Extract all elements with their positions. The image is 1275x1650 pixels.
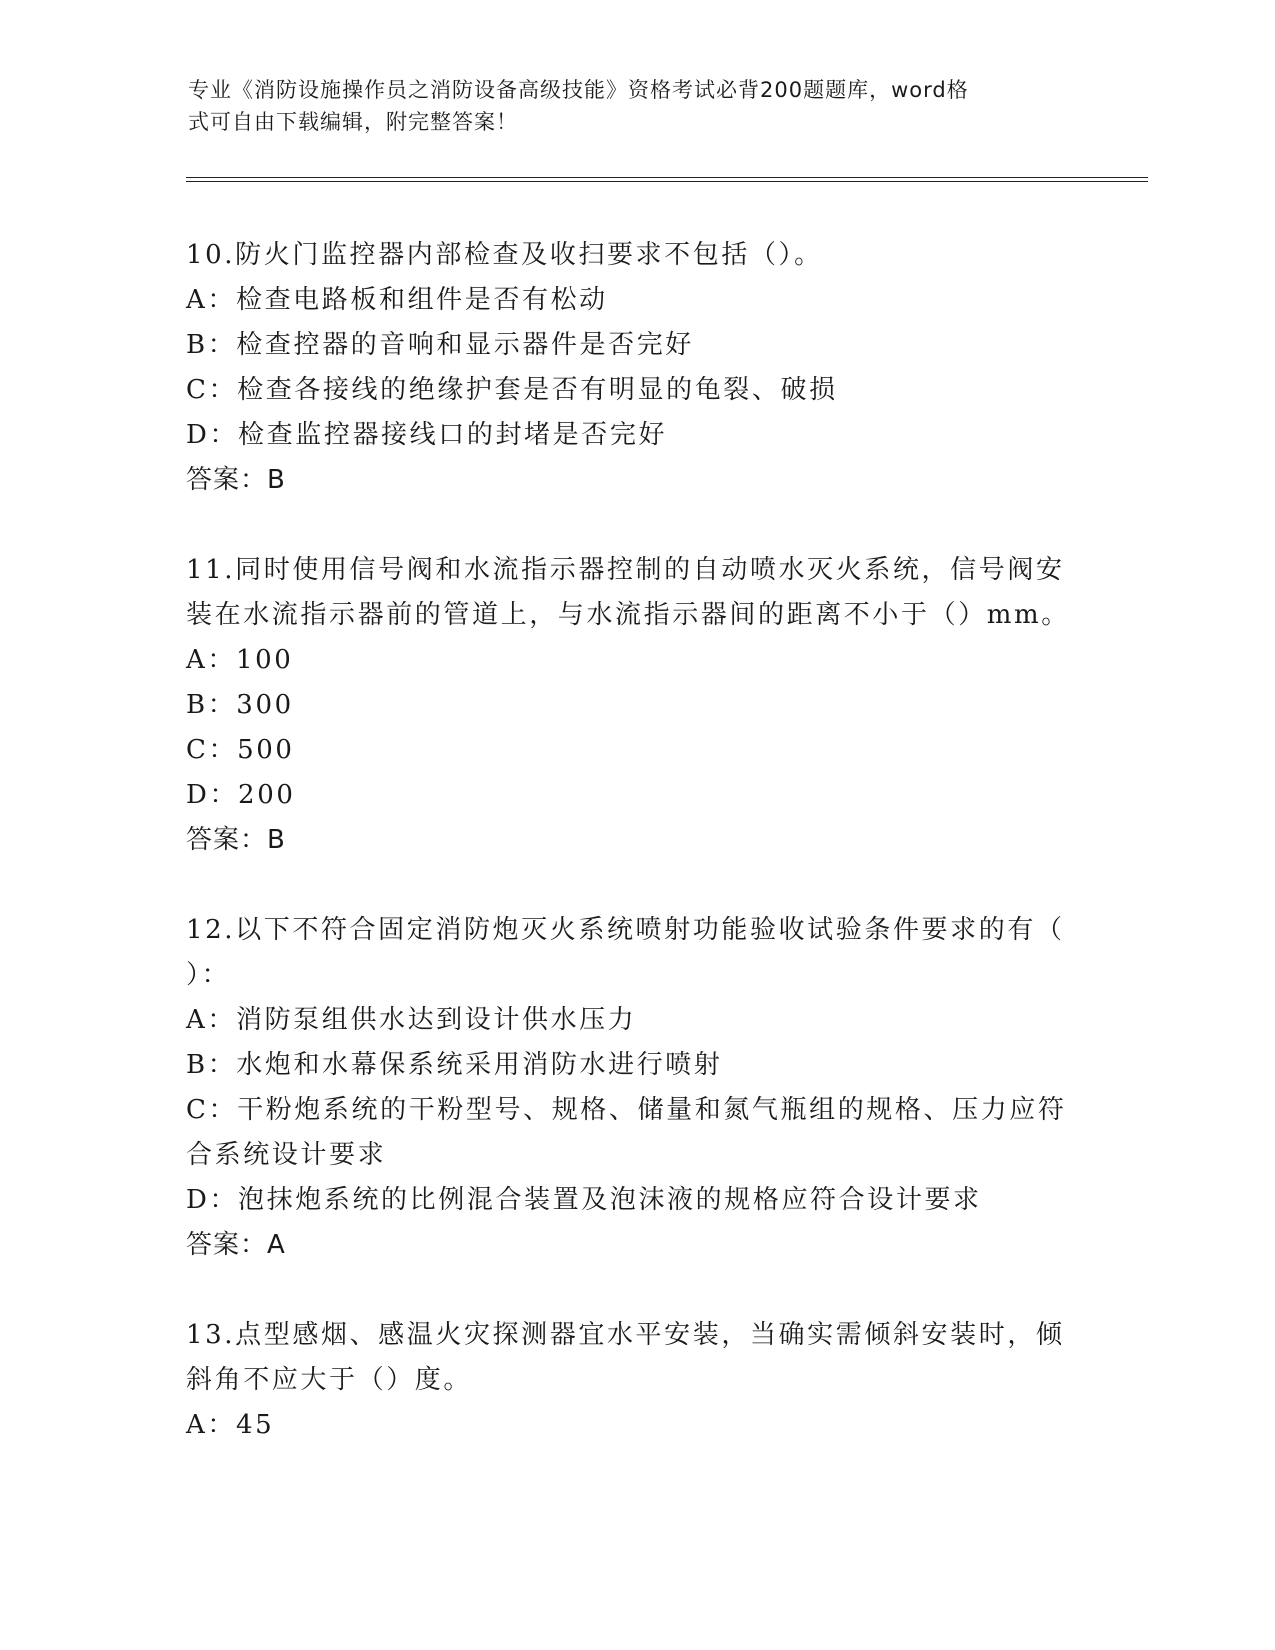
option-b: B：300: [186, 690, 294, 720]
answer-label: 答案：B: [186, 825, 286, 855]
option-c: C：500: [186, 735, 295, 765]
question-11: [186, 548, 1086, 863]
option-c-continued: 合系统设计要求: [186, 1140, 387, 1170]
question-stem-line: 装在水流指示器前的管道上，与水流指示器间的距离不小于（）mm。: [186, 600, 1070, 630]
option-c: C：干粉炮系统的干粉型号、规格、储量和氮气瓶组的规格、压力应符: [186, 1095, 1067, 1125]
question-stem-line: ）：: [186, 960, 231, 990]
answer-label: 答案：A: [186, 1230, 286, 1260]
option-a: A：消防泵组供水达到设计供水压力: [186, 1005, 637, 1035]
question-list: [186, 233, 1086, 1493]
question-stem-line: 10.防火门监控器内部检查及收扫要求不包括（）。: [186, 240, 823, 270]
header-divider-top: [186, 177, 1148, 178]
header-divider-bottom: [186, 181, 1148, 182]
option-a: A：检查电路板和组件是否有松动: [186, 285, 608, 315]
option-d: D：200: [186, 780, 296, 810]
question-10: [186, 233, 1086, 503]
document-header: [188, 74, 1088, 138]
option-a: A：100: [186, 645, 294, 675]
question-stem-line: 11.同时使用信号阀和水流指示器控制的自动喷水灭火系统，信号阀安: [186, 555, 1065, 585]
question-12: [186, 908, 1086, 1268]
header-line-1: 专业《消防设施操作员之消防设备高级技能》资格考试必背200题题库，word格: [188, 78, 969, 102]
question-stem-line: 斜角不应大于（）度。: [186, 1365, 473, 1395]
question-stem-line: 13.点型感烟、感温火灾探测器宜水平安装，当确实需倾斜安装时，倾: [186, 1320, 1065, 1350]
option-a: A：45: [186, 1410, 275, 1440]
option-b: B：检查控器的音响和显示器件是否完好: [186, 330, 694, 360]
option-b: B：水炮和水幕保系统采用消防水进行喷射: [186, 1050, 723, 1080]
option-c: C：检查各接线的绝缘护套是否有明显的龟裂、破损: [186, 375, 838, 405]
question-13: [186, 1313, 1086, 1448]
answer-label: 答案：B: [186, 465, 286, 495]
option-d: D：检查监控器接线口的封堵是否完好: [186, 420, 668, 450]
question-stem-line: 12.以下不符合固定消防炮灭火系统喷射功能验收试验条件要求的有（: [186, 915, 1065, 945]
option-d: D：泡抹炮系统的比例混合装置及泡沫液的规格应符合设计要求: [186, 1185, 982, 1215]
header-line-2: 式可自由下载编辑，附完整答案！: [188, 110, 518, 134]
